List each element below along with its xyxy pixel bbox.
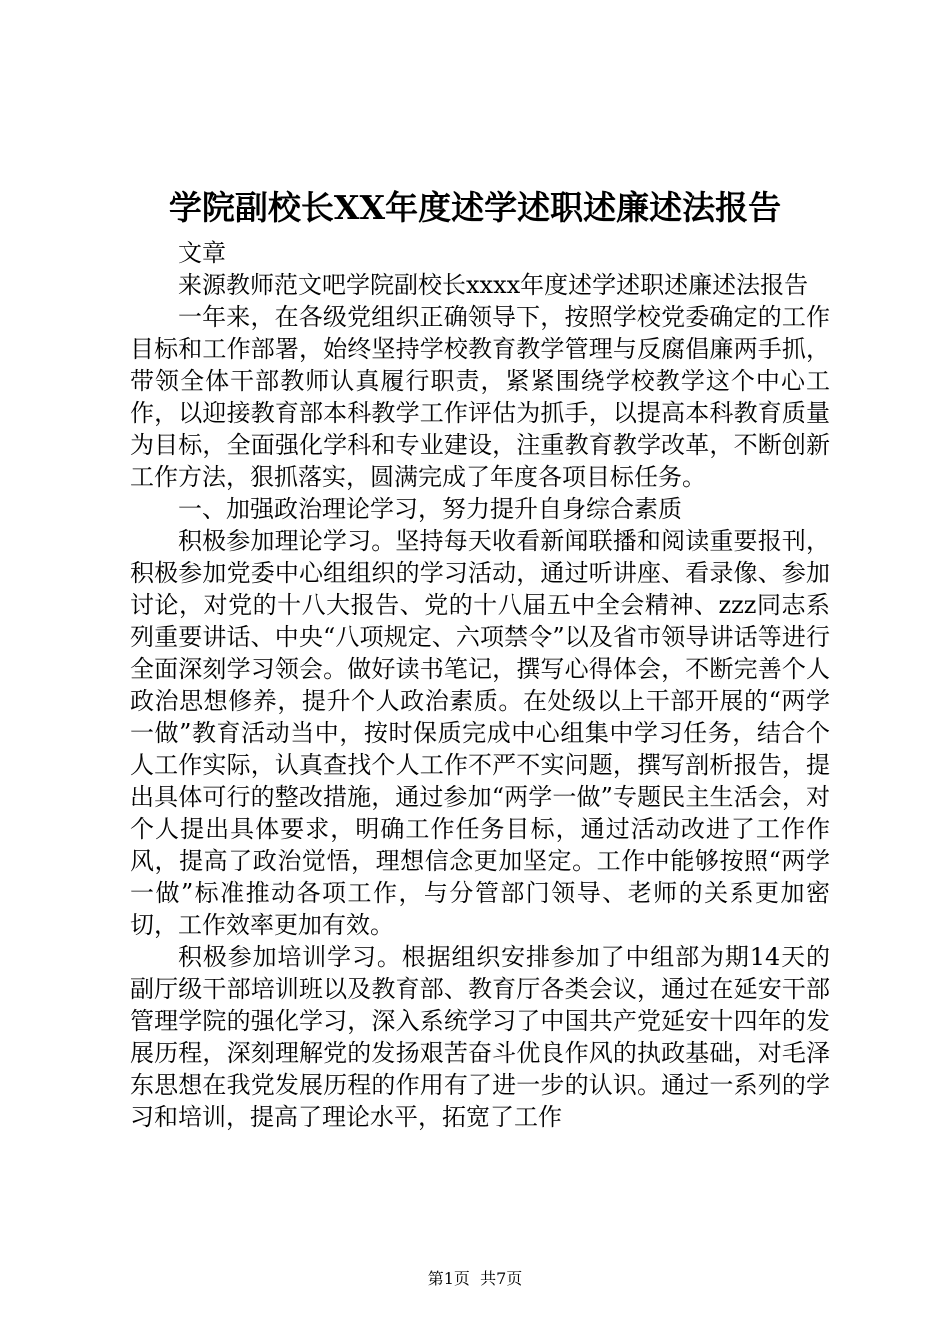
document-title: 学院副校长XX年度述学述职述廉述法报告 xyxy=(168,188,782,227)
section-heading: 一、加强政治理论学习，努力提升自身综合素质 xyxy=(178,495,682,523)
paragraph-training-study: 积极参加培训学习。根据组织安排参加了中组部为期14天的副厅级干部培训班以及教育部、教育厅各类会议，通过在延安干部管理学院的强化学习，深入系统学习了中国共产党延安十四年的发展历程，深刻理解党的发扬艰苦奋斗优良作风的执政基础，对毛泽东思想在我党发展历程的作用有了进一步的认识。通过一系列的学习和培训，提高了理论水平，拓宽了工作 xyxy=(130,943,830,1131)
paragraph-theory-study: 积极参加理论学习。坚持每天收看新闻联播和阅读重要报刊，积极参加党委中心组组织的学习活动，通过听讲座、看录像、参加讨论，对党的十八大报告、党的十八届五中全会精神、zzz同志系列重要讲话、中央“八项规定、六项禁令”以及省市领导讲话等进行全面深刻学习领会。做好读书笔记，撰写心得体会，不断完善个人政治思想修养，提升个人政治素质。在处级以上干部开展的“两学一做”教育活动当中，按时保质完成中心组集中学习任务，结合个人工作实际，认真查找个人工作不严不实问题，撰写剖析报告，提出具体可行的整改措施，通过参加“两学一做”专题民主生活会，对个人提出具体要求，明确工作任务目标，通过活动改进了工作作风，提高了政治觉悟，理想信念更加坚定。工作中能够按照“两学一做”标准推动各项工作，与分管部门领导、老师的关系更加密切，工作效率更加有效。 xyxy=(130,527,830,939)
paragraph-intro: 一年来，在各级党组织正确领导下，按照学校党委确定的工作目标和工作部署，始终坚持学校教育教学管理与反腐倡廉两手抓，带领全体干部教师认真履行职责，紧紧围绕学校教学这个中心工作，以迎接教育部本科教学工作评估为抓手，以提高本科教育质量为目标，全面强化学科和专业建设，注重教育教学改革，不断创新工作方法，狠抓落实，圆满完成了年度各项目标任务。 xyxy=(130,303,830,491)
paragraph-source: 来源教师范文吧学院副校长xxxx年度述学述职述廉述法报告 xyxy=(178,271,809,299)
paragraph-source-label: 文章 xyxy=(178,239,226,267)
page-footer: 第1页 共7页 xyxy=(427,1269,523,1288)
document-body xyxy=(130,237,830,1133)
